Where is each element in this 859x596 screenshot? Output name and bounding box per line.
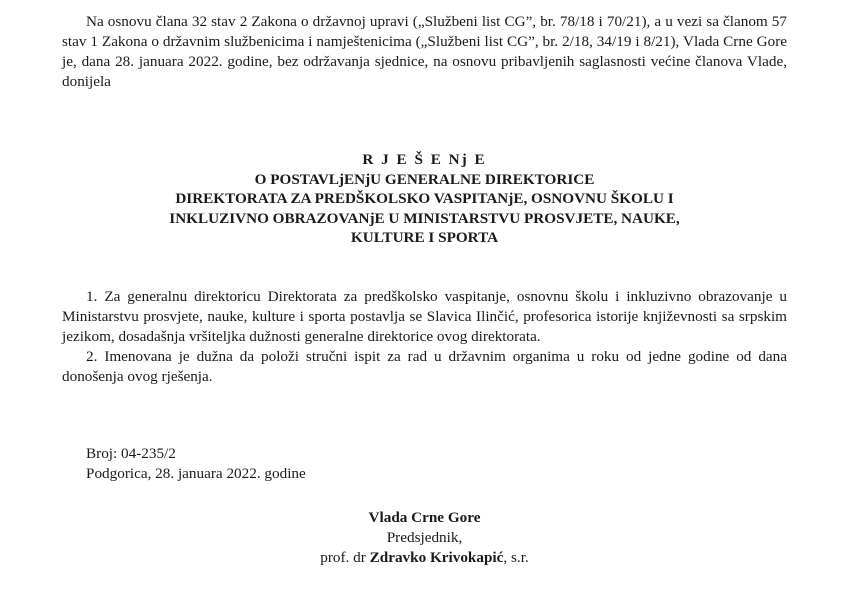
item-1: 1. Za generalnu direktoricu Direktorata za predškolsko vaspitanje, osnovnu školu i inkluzivno obrazovanje u Ministarstvu prosvjete, nauke, kulture i sporta postavlja se Slavica Ilinčić, profesorica istorije književnosti sa srpskim jezikom, dosadašnja vršiteljka dužnosti generalne direktorice ovog direktorata.: [62, 288, 787, 345]
decision-title: [62, 150, 787, 248]
signature-suffix: , s.r.: [503, 549, 529, 566]
signature-role: Predsjednik,: [386, 529, 463, 546]
item-2: 2. Imenovana je dužna da položi stručni ispit za rad u državnim organima u roku od jedne godine od dana donošenja ovog rješenja.: [62, 348, 787, 385]
decision-body: [62, 287, 787, 387]
signature-government: Vlada Crne Gore: [368, 509, 481, 526]
title-line-1: O POSTAVLjENjU GENERALNE DIREKTORICE: [254, 170, 595, 188]
title-line-4: KULTURE I SPORTA: [350, 229, 499, 246]
title-heading: R J E Š E Nj E: [362, 151, 487, 168]
preamble-paragraph: Na osnovu člana 32 stav 2 Zakona o državnoj upravi („Službeni list CG”, br. 78/18 i 70/21), a u vezi sa članom 57 stav 1 Zakona o državnim službenicima i namještenicima („Službeni list CG”, br. 2/18, 34/19 i 8/21), Vlada Crne Gore je, dana 28. januara 2022. godine, bez održavanja sjednice, na osnovu pribavljenih saglasnosti većine članova Vlade, donijela: [62, 13, 787, 90]
signature-block: [62, 508, 787, 568]
signature-line: [62, 548, 787, 568]
title-line-3: INKLUZIVNO OBRAZOVANjE U MINISTARSTVU PROSVJETE, NAUKE,: [169, 209, 680, 227]
reference-number: Broj: 04-235/2: [86, 445, 176, 462]
preamble-section: [62, 12, 787, 92]
reference-block: [86, 444, 306, 484]
reference-place-date: Podgorica, 28. januara 2022. godine: [86, 465, 306, 482]
signature-prefix: prof. dr: [320, 549, 366, 566]
signature-name: Zdravko Krivokapić: [369, 549, 504, 566]
title-line-2: DIREKTORATA ZA PREDŠKOLSKO VASPITANjE, OSNOVNU ŠKOLU I: [175, 190, 674, 207]
